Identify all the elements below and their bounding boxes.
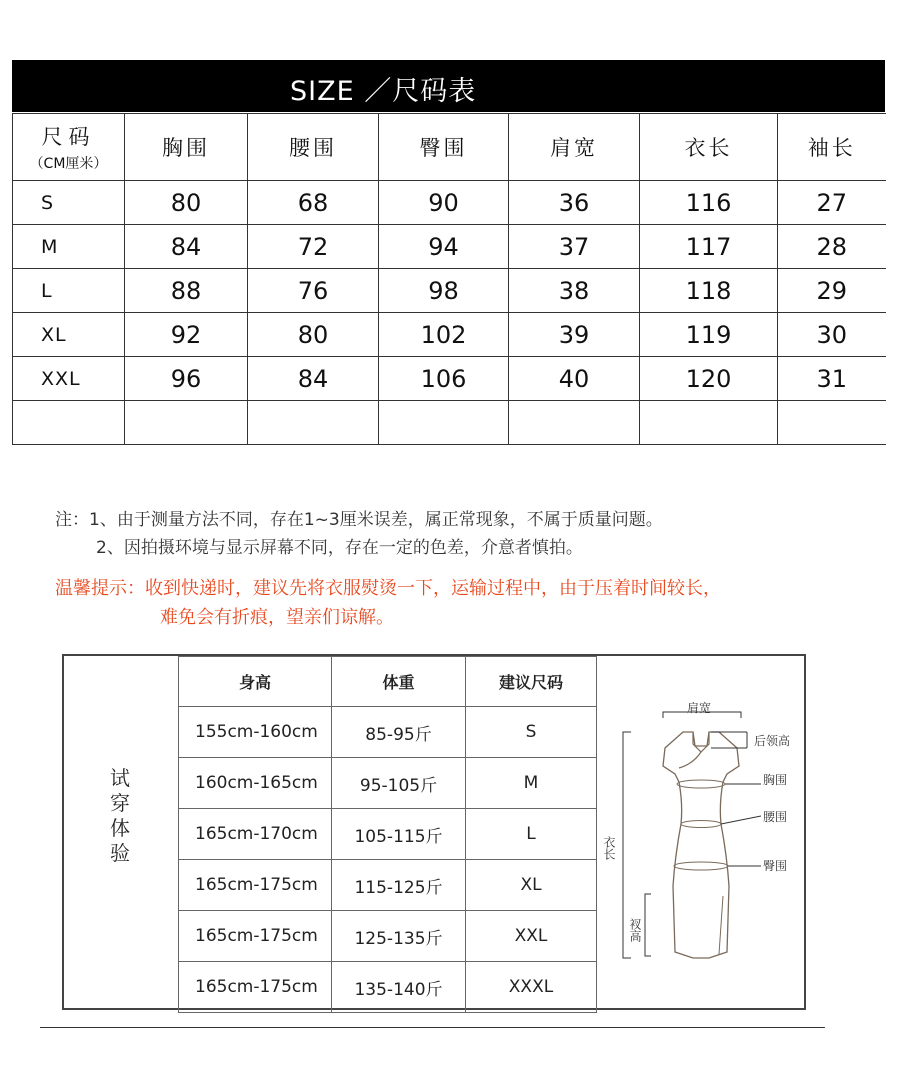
chest-label: 胸围: [763, 773, 788, 787]
height-cell: 160cm-165cm: [179, 758, 332, 809]
value-cell: 96: [125, 357, 248, 401]
table-row: [179, 860, 597, 911]
table-row: [13, 225, 886, 269]
tryon-panel: [62, 654, 806, 1010]
qipao-dress-icon: [597, 656, 805, 1008]
sleeve-header: 袖长: [778, 114, 886, 181]
empty-cell: [379, 401, 509, 445]
value-cell: 40: [509, 357, 640, 401]
empty-row: [13, 401, 886, 445]
value-cell: 118: [640, 269, 778, 313]
waist-header: 腰围: [248, 114, 379, 181]
warning-line-2: 难免会有折痕，望亲们谅解。: [160, 607, 394, 628]
height-cell: 165cm-170cm: [179, 809, 332, 860]
size-cell: XL: [466, 860, 597, 911]
note-line-2: 2、因拍摄环境与显示屏幕不同，存在一定的色差，介意者慎拍。: [96, 538, 583, 558]
table-row: [179, 707, 597, 758]
value-cell: 84: [248, 357, 379, 401]
value-cell: 31: [778, 357, 886, 401]
height-cell: 155cm-160cm: [179, 707, 332, 758]
slit-label: 衩高: [628, 918, 642, 942]
value-cell: 27: [778, 181, 886, 225]
size-cell: L: [466, 809, 597, 860]
table-row: [179, 911, 597, 962]
value-cell: 92: [125, 313, 248, 357]
chest-header: 胸围: [125, 114, 248, 181]
dress-measurement-diagram: [596, 656, 805, 1008]
table-row: [13, 357, 886, 401]
length-label: 衣长: [602, 836, 616, 860]
value-cell: 80: [248, 313, 379, 357]
table-row: [179, 758, 597, 809]
dress-outline: [663, 732, 739, 958]
slit-bracket: [645, 894, 651, 956]
size-cell: XXL: [13, 357, 125, 401]
value-cell: 90: [379, 181, 509, 225]
value-cell: 76: [248, 269, 379, 313]
neck-label: 后领高: [754, 734, 791, 748]
hip-header: 臀围: [379, 114, 509, 181]
value-cell: 36: [509, 181, 640, 225]
weight-header: 体重: [332, 657, 466, 707]
table-row: [179, 809, 597, 860]
table-row: [13, 181, 886, 225]
value-cell: 106: [379, 357, 509, 401]
weight-cell: 105-115斤: [332, 809, 466, 860]
tryon-label: 试 穿 体 验: [110, 766, 130, 865]
empty-cell: [13, 401, 125, 445]
value-cell: 102: [379, 313, 509, 357]
value-cell: 28: [778, 225, 886, 269]
value-cell: 30: [778, 313, 886, 357]
note-line-1: 注：1、由于测量方法不同，存在1~3厘米误差，属正常现象，不属于质量问题。: [55, 510, 663, 530]
suggested-size-header: 建议尺码: [466, 657, 597, 707]
size-chart-header: [12, 60, 885, 112]
size-chart-table: [12, 113, 886, 445]
empty-cell: [248, 401, 379, 445]
value-cell: 119: [640, 313, 778, 357]
value-cell: 38: [509, 269, 640, 313]
value-cell: 80: [125, 181, 248, 225]
value-cell: 98: [379, 269, 509, 313]
size-cell: M: [466, 758, 597, 809]
size-column-title: 尺码: [41, 125, 96, 149]
shoulder-header: 肩宽: [509, 114, 640, 181]
weight-cell: 85-95斤: [332, 707, 466, 758]
empty-cell: [778, 401, 886, 445]
bottom-divider: [40, 1027, 825, 1028]
empty-cell: [509, 401, 640, 445]
height-cell: 165cm-175cm: [179, 962, 332, 1013]
size-cell: XL: [13, 313, 125, 357]
value-cell: 94: [379, 225, 509, 269]
weight-cell: 125-135斤: [332, 911, 466, 962]
table-row: [179, 962, 597, 1013]
warning-line-1: 温馨提示：收到快递时，建议先将衣服熨烫一下，运输过程中，由于压着时间较长，: [55, 578, 721, 599]
value-cell: 29: [778, 269, 886, 313]
value-cell: 68: [248, 181, 379, 225]
value-cell: 72: [248, 225, 379, 269]
value-cell: 116: [640, 181, 778, 225]
size-column-header: [13, 114, 125, 181]
size-cell: S: [466, 707, 597, 758]
tryon-header-row: [179, 657, 597, 707]
value-cell: 117: [640, 225, 778, 269]
weight-cell: 115-125斤: [332, 860, 466, 911]
hip-label: 臀围: [763, 859, 788, 873]
empty-cell: [640, 401, 778, 445]
length-header: 衣长: [640, 114, 778, 181]
value-cell: 37: [509, 225, 640, 269]
size-chart-header-row: [13, 114, 886, 181]
tryon-table: [178, 656, 597, 1013]
empty-cell: [125, 401, 248, 445]
weight-cell: 135-140斤: [332, 962, 466, 1013]
size-cell: S: [13, 181, 125, 225]
value-cell: 39: [509, 313, 640, 357]
height-cell: 165cm-175cm: [179, 860, 332, 911]
table-row: [13, 269, 886, 313]
weight-cell: 95-105斤: [332, 758, 466, 809]
height-cell: 165cm-175cm: [179, 911, 332, 962]
waist-leader: [721, 816, 761, 824]
size-column-unit: （CM厘米）: [29, 156, 108, 172]
value-cell: 120: [640, 357, 778, 401]
size-chart-title: SIZE ／尺码表: [290, 76, 477, 107]
size-cell: XXL: [466, 911, 597, 962]
shoulder-label: 肩宽: [687, 701, 712, 715]
value-cell: 84: [125, 225, 248, 269]
value-cell: 88: [125, 269, 248, 313]
size-cell: XXXL: [466, 962, 597, 1013]
table-row: [13, 313, 886, 357]
waist-label: 腰围: [763, 810, 788, 824]
height-header: 身高: [179, 657, 332, 707]
size-cell: L: [13, 269, 125, 313]
size-cell: M: [13, 225, 125, 269]
